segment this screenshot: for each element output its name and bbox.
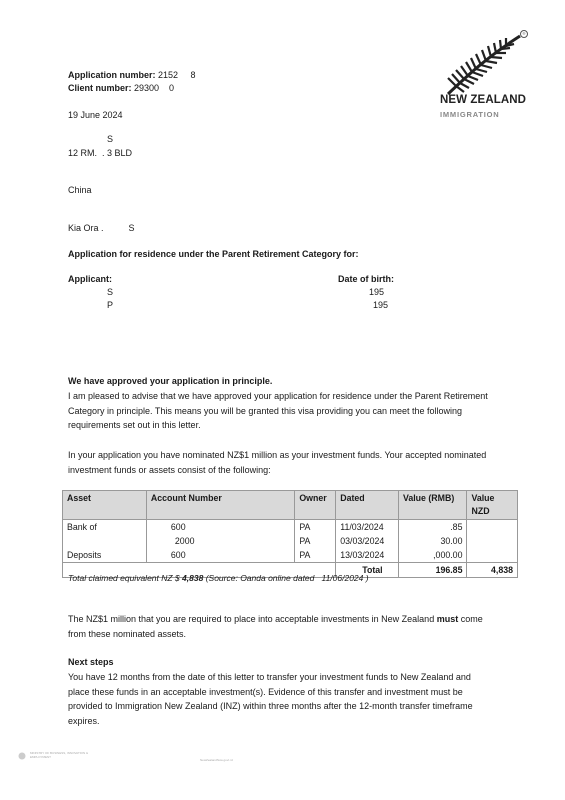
applicant-name: S (107, 287, 114, 297)
account-cell: 2000 (146, 534, 294, 548)
dated-cell: 11/03/2024 (336, 520, 399, 535)
application-number-value: 2152 8 (158, 70, 196, 80)
rmb-cell: 30.00 (398, 534, 467, 548)
logo-title: NEW ZEALAND (440, 94, 527, 106)
logo-subtitle: IMMIGRATION (440, 110, 500, 119)
nz-immigration-logo (440, 30, 540, 120)
crest-icon (18, 752, 26, 760)
application-number-label: Application number: (68, 70, 156, 80)
next-steps-body: You have 12 months from the date of this letter to transfer your investment funds to New Zealand and place these funds in an acceptable investment(s). Evidence of this transfer and investment must be provided to Immigration New Zealand (INZ) within three months after the 12-month transfer timeframe expires. (68, 672, 473, 726)
address-country: China (68, 185, 92, 195)
rmb-cell: .85 (398, 520, 467, 535)
account-cell: 600 (146, 548, 294, 563)
owner-cell: PA (295, 534, 336, 548)
dated-cell: 03/03/2024 (336, 534, 399, 548)
dated-cell: 13/03/2024 (336, 548, 399, 563)
account-cell: 600 (146, 520, 294, 535)
footer-org: MINISTRY OF BUSINESS, INNOVATION & EMPLOYMENT (30, 751, 88, 759)
nzd-cell (467, 520, 518, 535)
application-number-line (68, 69, 196, 82)
address-line: 12 RM. . 3 BLD (68, 148, 133, 158)
address-initial: S (107, 134, 114, 144)
applicant-name: P (107, 300, 114, 310)
total-nzd: 4,838 (467, 563, 518, 578)
applicant-dob: 195 (373, 300, 389, 310)
asset-cell: Deposits (63, 548, 147, 563)
nzd-cell (467, 534, 518, 548)
total-claimed-note (68, 572, 369, 585)
col-owner: Owner (295, 491, 336, 520)
registered-mark: ® (520, 30, 528, 38)
total-label: Total (336, 563, 399, 578)
nzd-cell (467, 548, 518, 563)
total-note-source: (Source: Oanda online dated 11/06/2024 ) (205, 573, 369, 583)
asset-cell: Bank of (63, 520, 147, 535)
greeting: Kia Ora . S (68, 223, 135, 233)
rmb-cell: ,000.00 (398, 548, 467, 563)
total-note-prefix: Total claimed equivalent NZ $ (68, 573, 180, 583)
silver-fern-icon (444, 34, 524, 96)
col-value-rmb: Value (RMB) (398, 491, 467, 520)
owner-cell: PA (295, 548, 336, 563)
col-dated: Dated (336, 491, 399, 520)
letter-date: 19 June 2024 (68, 110, 123, 120)
owner-cell: PA (295, 520, 336, 535)
approval-heading: We have approved your application in principle. (68, 376, 273, 386)
approval-body: I am pleased to advise that we have approved your application for residence under the Parent Retirement Category in principle. This means you will be granted this visa providing you can meet the following requirements set out in this letter. (68, 391, 488, 430)
subject-heading: Application for residence under the Parent Retirement Category for: (68, 249, 359, 259)
col-value-nzd: Value NZD (467, 491, 518, 520)
footer-link[interactable]: NewZealandNow.govt.nz (200, 758, 234, 762)
asset-cell (63, 534, 147, 548)
funds-intro: In your application you have nominated NZ$1 million as your investment funds. Your accepted nominated investment funds or assets consist of the following: (68, 450, 487, 475)
total-note-amount: 4,838 (182, 573, 204, 583)
table-header-row (63, 491, 518, 520)
table-row (63, 520, 518, 535)
client-number-line (68, 82, 174, 95)
applicant-label: Applicant: (68, 274, 112, 284)
next-steps-heading: Next steps (68, 657, 114, 667)
applicant-dob: 195 (369, 287, 385, 297)
nominated-assets-table (62, 490, 518, 578)
col-asset: Asset (63, 491, 147, 520)
table-row (63, 548, 518, 563)
client-number-value: 29300 0 (134, 83, 175, 93)
investment-source-paragraph: The NZ$1 million that you are required to place into acceptable investments in New Zealand must come from these nominated assets. (68, 614, 483, 639)
table-row (63, 534, 518, 548)
total-rmb: 196.85 (398, 563, 467, 578)
client-number-label: Client number: (68, 83, 132, 93)
dob-label: Date of birth: (338, 274, 394, 284)
col-account-number: Account Number (146, 491, 294, 520)
